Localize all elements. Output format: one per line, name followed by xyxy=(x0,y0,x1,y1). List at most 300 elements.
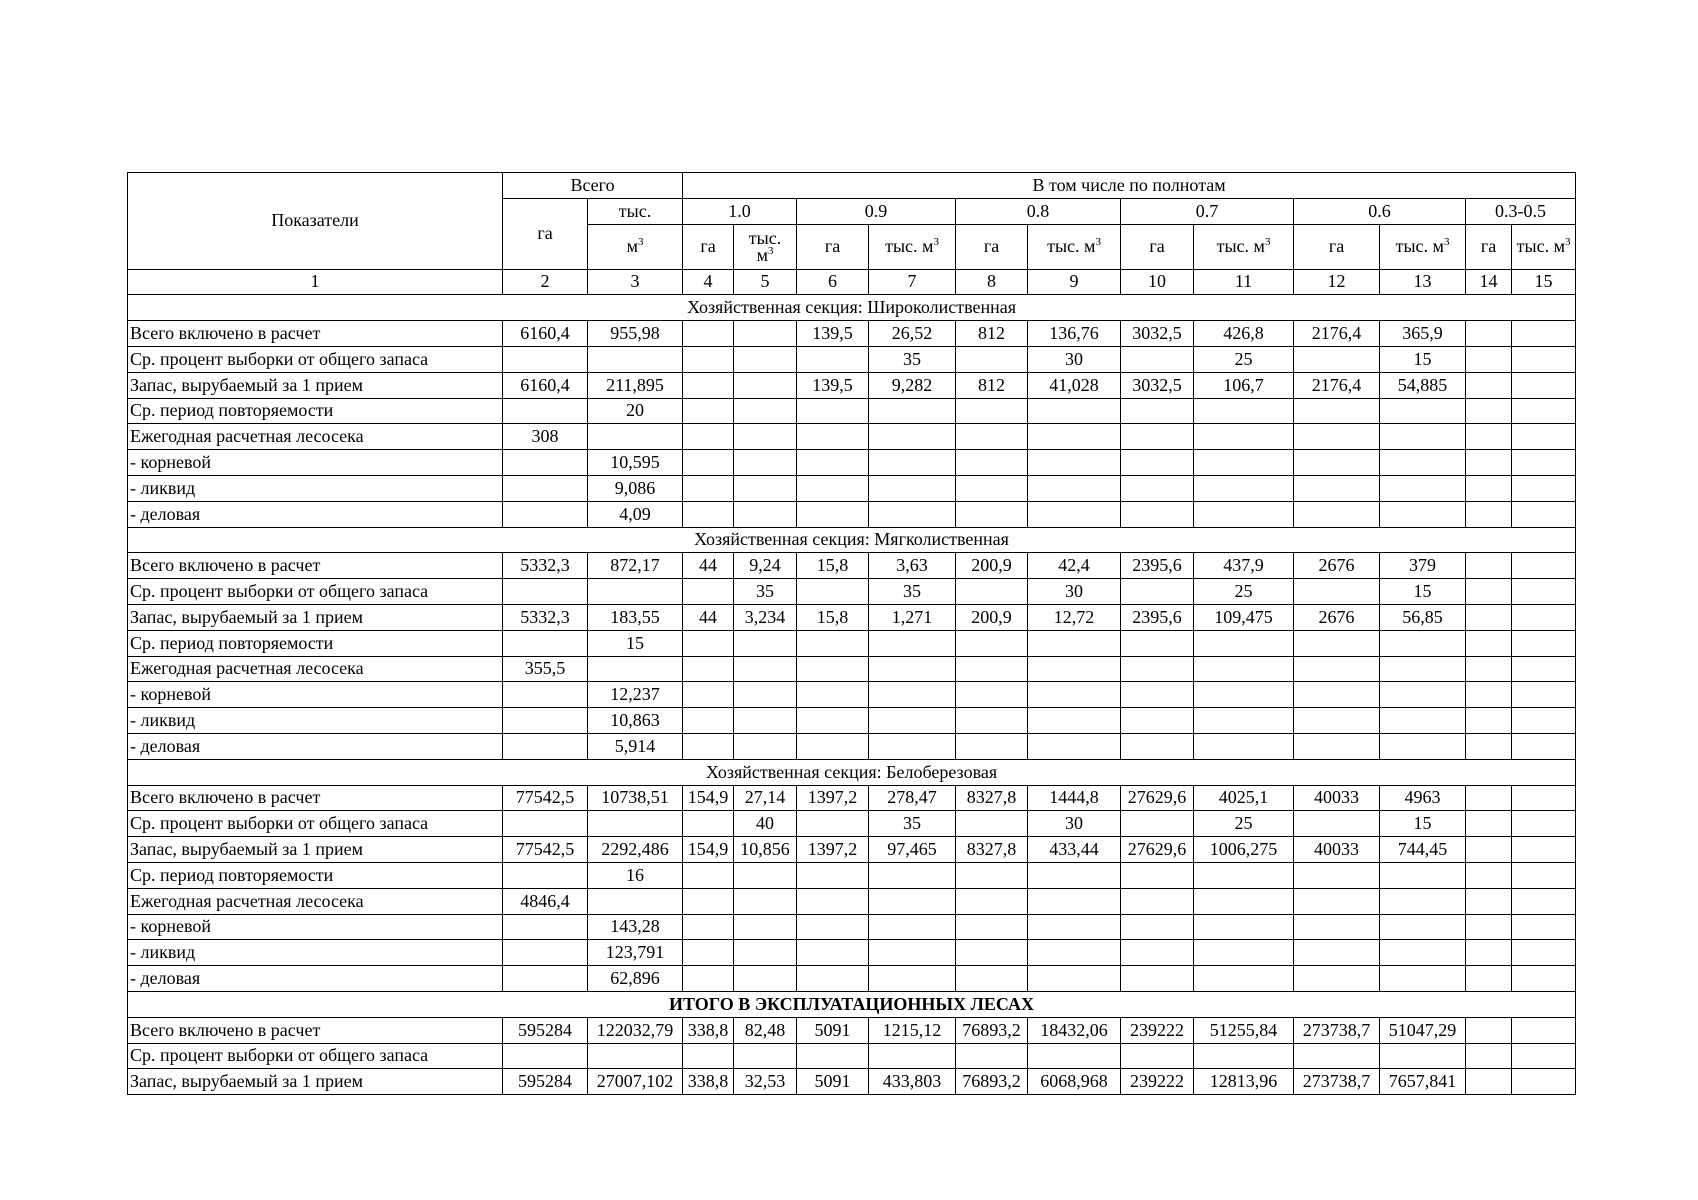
table-cell: 5332,3 xyxy=(503,604,588,630)
table-cell: 10,595 xyxy=(588,450,683,476)
table-cell xyxy=(1512,733,1576,759)
table-row xyxy=(128,346,1576,372)
table-cell xyxy=(956,862,1028,888)
table-cell xyxy=(734,424,797,450)
table-cell xyxy=(1512,708,1576,734)
table-cell xyxy=(683,811,734,837)
table-cell xyxy=(956,682,1028,708)
table-cell: 27629,6 xyxy=(1121,837,1194,863)
table-cell: 6160,4 xyxy=(503,321,588,347)
table-cell: 4846,4 xyxy=(503,888,588,914)
table-cell xyxy=(1121,914,1194,940)
table-cell xyxy=(1294,940,1380,966)
table-cell xyxy=(1294,733,1380,759)
row-label: Ср. период повторяемости xyxy=(128,398,503,424)
col-number: 13 xyxy=(1380,269,1466,295)
table-cell: 200,9 xyxy=(956,604,1028,630)
col-number: 5 xyxy=(734,269,797,295)
table-cell xyxy=(503,862,588,888)
row-label: - корневой xyxy=(128,682,503,708)
row-label: - ликвид xyxy=(128,708,503,734)
table-cell xyxy=(1194,475,1294,501)
table-cell: 41,028 xyxy=(1028,372,1121,398)
table-cell xyxy=(1028,682,1121,708)
table-cell xyxy=(734,475,797,501)
table-cell xyxy=(683,475,734,501)
table-cell xyxy=(503,501,588,527)
row-label: Всего включено в расчет xyxy=(128,553,503,579)
table-cell xyxy=(1294,682,1380,708)
table-cell: 7657,841 xyxy=(1380,1069,1466,1095)
table-cell xyxy=(1294,811,1380,837)
table-cell: 76893,2 xyxy=(956,1017,1028,1043)
table-cell: 595284 xyxy=(503,1017,588,1043)
col-number: 9 xyxy=(1028,269,1121,295)
table-cell xyxy=(588,811,683,837)
table-cell xyxy=(869,450,956,476)
table-cell: 8327,8 xyxy=(956,785,1028,811)
table-cell: 426,8 xyxy=(1194,321,1294,347)
table-cell xyxy=(734,708,797,734)
table-cell xyxy=(1294,398,1380,424)
table-cell xyxy=(683,501,734,527)
table-cell xyxy=(734,450,797,476)
table-cell xyxy=(1380,940,1466,966)
section-title: Хозяйственная секция: Широколиственная xyxy=(128,295,1576,321)
table-cell: 44 xyxy=(683,553,734,579)
table-cell xyxy=(1512,966,1576,992)
table-cell xyxy=(1466,1043,1512,1069)
table-cell xyxy=(797,630,869,656)
row-label: Ежегодная расчетная лесосека xyxy=(128,656,503,682)
header-density-5: 0.6 xyxy=(1294,198,1466,224)
table-cell: 27,14 xyxy=(734,785,797,811)
row-label: Ежегодная расчетная лесосека xyxy=(128,424,503,450)
table-cell xyxy=(797,346,869,372)
table-cell xyxy=(683,424,734,450)
table-cell: 76893,2 xyxy=(956,1069,1028,1095)
table-cell: 56,85 xyxy=(1380,604,1466,630)
row-label: Ср. процент выборки от общего запаса xyxy=(128,1043,503,1069)
table-row xyxy=(128,656,1576,682)
table-cell xyxy=(683,1043,734,1069)
table-cell: 239222 xyxy=(1121,1069,1194,1095)
table-cell xyxy=(956,475,1028,501)
row-label: Ср. период повторяемости xyxy=(128,862,503,888)
table-cell xyxy=(1512,475,1576,501)
table-cell xyxy=(1380,1043,1466,1069)
table-cell xyxy=(1466,708,1512,734)
table-cell: 123,791 xyxy=(588,940,683,966)
table-cell: 3032,5 xyxy=(1121,372,1194,398)
table-cell: 15 xyxy=(1380,346,1466,372)
table-cell xyxy=(869,501,956,527)
row-label: Всего включено в расчет xyxy=(128,1017,503,1043)
header-total-thous: тыс. xyxy=(588,198,683,224)
table-row xyxy=(128,837,1576,863)
table-cell xyxy=(1028,966,1121,992)
col-number: 14 xyxy=(1466,269,1512,295)
table-cell xyxy=(1121,940,1194,966)
table-cell xyxy=(1194,630,1294,656)
table-cell xyxy=(1121,733,1194,759)
table-cell xyxy=(683,450,734,476)
table-cell xyxy=(683,321,734,347)
table-cell xyxy=(1466,398,1512,424)
table-cell: 12813,96 xyxy=(1194,1069,1294,1095)
table-cell: 25 xyxy=(1194,346,1294,372)
table-row xyxy=(128,450,1576,476)
row-label: Ср. процент выборки от общего запаса xyxy=(128,811,503,837)
table-cell: 82,48 xyxy=(734,1017,797,1043)
table-cell xyxy=(1466,346,1512,372)
table-cell: 35 xyxy=(734,579,797,605)
table-row xyxy=(128,553,1576,579)
table-cell: 211,895 xyxy=(588,372,683,398)
section-title: Хозяйственная секция: Белоберезовая xyxy=(128,759,1576,785)
table-cell xyxy=(1512,656,1576,682)
table-row xyxy=(128,372,1576,398)
table-cell xyxy=(683,346,734,372)
table-cell xyxy=(956,450,1028,476)
table-cell xyxy=(1466,579,1512,605)
table-cell xyxy=(797,424,869,450)
table-cell xyxy=(683,372,734,398)
table-cell xyxy=(1028,501,1121,527)
table-cell xyxy=(1028,733,1121,759)
table-cell: 595284 xyxy=(503,1069,588,1095)
table-cell: 10,863 xyxy=(588,708,683,734)
table-row xyxy=(128,579,1576,605)
table-cell xyxy=(1466,372,1512,398)
table-cell: 27629,6 xyxy=(1121,785,1194,811)
table-cell xyxy=(683,966,734,992)
table-cell xyxy=(1466,888,1512,914)
row-label: - корневой xyxy=(128,450,503,476)
table-row xyxy=(128,888,1576,914)
table-cell xyxy=(797,940,869,966)
table-cell xyxy=(588,346,683,372)
total-title: ИТОГО В ЭКСПЛУАТАЦИОННЫХ ЛЕСАХ xyxy=(128,991,1576,1017)
table-cell xyxy=(1380,424,1466,450)
table-cell xyxy=(1194,708,1294,734)
row-label: - корневой xyxy=(128,914,503,940)
table-cell xyxy=(683,656,734,682)
table-cell: 51047,29 xyxy=(1380,1017,1466,1043)
table-cell xyxy=(956,501,1028,527)
table-cell xyxy=(1466,862,1512,888)
table-cell xyxy=(734,398,797,424)
header-params: Показатели xyxy=(128,173,503,270)
table-cell: 16 xyxy=(588,862,683,888)
table-cell xyxy=(1028,1043,1121,1069)
table-cell: 812 xyxy=(956,372,1028,398)
table-cell: 18432,06 xyxy=(1028,1017,1121,1043)
table-cell xyxy=(797,708,869,734)
table-cell xyxy=(1380,708,1466,734)
table-row xyxy=(128,501,1576,527)
table-cell xyxy=(869,1043,956,1069)
table-cell xyxy=(1466,321,1512,347)
table-cell xyxy=(588,424,683,450)
table-cell xyxy=(1466,966,1512,992)
table-cell: 5091 xyxy=(797,1017,869,1043)
table-cell xyxy=(1194,940,1294,966)
table-cell xyxy=(503,914,588,940)
table-cell xyxy=(1028,656,1121,682)
table-cell xyxy=(869,475,956,501)
table-cell: 5332,3 xyxy=(503,553,588,579)
table-cell xyxy=(683,914,734,940)
table-cell: 154,9 xyxy=(683,785,734,811)
table-cell xyxy=(588,1043,683,1069)
row-label: Ср. процент выборки от общего запаса xyxy=(128,346,503,372)
table-cell xyxy=(734,656,797,682)
table-cell xyxy=(797,1043,869,1069)
table-cell xyxy=(734,501,797,527)
header-density-4: 0.7 xyxy=(1121,198,1294,224)
row-label: Всего включено в расчет xyxy=(128,321,503,347)
row-label: Запас, вырубаемый за 1 прием xyxy=(128,1069,503,1095)
table-cell xyxy=(1466,811,1512,837)
table-cell xyxy=(1121,1043,1194,1069)
table-row xyxy=(128,940,1576,966)
table-cell: 106,7 xyxy=(1194,372,1294,398)
table-cell xyxy=(1194,914,1294,940)
table-row xyxy=(128,424,1576,450)
table-cell: 20 xyxy=(588,398,683,424)
table-cell xyxy=(734,862,797,888)
table-cell xyxy=(1512,888,1576,914)
table-cell: 9,24 xyxy=(734,553,797,579)
table-cell xyxy=(1512,682,1576,708)
table-row xyxy=(128,1069,1576,1095)
table-cell xyxy=(869,656,956,682)
table-cell xyxy=(1194,862,1294,888)
table-cell: 3,234 xyxy=(734,604,797,630)
header-d4-m3: тыс. $м^3$ xyxy=(1194,224,1294,269)
table-cell: 4,09 xyxy=(588,501,683,527)
table-row xyxy=(128,604,1576,630)
table-cell: 122032,79 xyxy=(588,1017,683,1043)
table-cell xyxy=(869,424,956,450)
table-cell xyxy=(1028,398,1121,424)
table-cell: 109,475 xyxy=(1194,604,1294,630)
table-cell xyxy=(1194,398,1294,424)
table-cell xyxy=(1512,372,1576,398)
table-cell xyxy=(503,966,588,992)
table-cell xyxy=(1512,837,1576,863)
table-cell: 10738,51 xyxy=(588,785,683,811)
table-cell xyxy=(1512,1017,1576,1043)
header-density-2: 0.9 xyxy=(797,198,956,224)
table-cell: 308 xyxy=(503,424,588,450)
table-cell xyxy=(797,501,869,527)
table-cell xyxy=(1294,501,1380,527)
table-cell xyxy=(588,888,683,914)
row-label: Запас, вырубаемый за 1 прием xyxy=(128,604,503,630)
table-cell: 239222 xyxy=(1121,1017,1194,1043)
table-cell xyxy=(797,475,869,501)
table-cell: 2292,486 xyxy=(588,837,683,863)
section-row xyxy=(128,759,1576,785)
table-cell xyxy=(797,862,869,888)
section-row xyxy=(128,527,1576,553)
table-cell xyxy=(1512,346,1576,372)
header-d6-m3: тыс. $м^3$ xyxy=(1512,224,1576,269)
table-cell xyxy=(683,398,734,424)
header-total-ha: га xyxy=(503,198,588,269)
table-cell xyxy=(588,656,683,682)
table-cell: 77542,5 xyxy=(503,785,588,811)
table-cell xyxy=(1512,1069,1576,1095)
table-cell xyxy=(1380,475,1466,501)
table-cell: 25 xyxy=(1194,579,1294,605)
table-cell xyxy=(1294,346,1380,372)
table-cell xyxy=(1194,966,1294,992)
table-cell xyxy=(1294,424,1380,450)
col-number: 10 xyxy=(1121,269,1194,295)
col-number: 1 xyxy=(128,269,503,295)
row-label: Ср. период повторяемости xyxy=(128,630,503,656)
table-cell xyxy=(797,811,869,837)
table-cell xyxy=(1194,450,1294,476)
table-cell xyxy=(734,940,797,966)
table-cell xyxy=(1121,888,1194,914)
column-numbers-row xyxy=(128,269,1576,295)
table-row xyxy=(128,1043,1576,1069)
table-cell xyxy=(1294,630,1380,656)
row-label: Запас, вырубаемый за 1 прием xyxy=(128,372,503,398)
col-number: 15 xyxy=(1512,269,1576,295)
col-number: 11 xyxy=(1194,269,1294,295)
row-label: Запас, вырубаемый за 1 прием xyxy=(128,837,503,863)
table-cell xyxy=(797,450,869,476)
row-label: - деловая xyxy=(128,966,503,992)
header-by-density: В том числе по полнотам xyxy=(683,173,1576,199)
table-cell xyxy=(1028,940,1121,966)
row-label: Всего включено в расчет xyxy=(128,785,503,811)
table-cell xyxy=(1294,1043,1380,1069)
table-cell: 15 xyxy=(1380,811,1466,837)
table-cell xyxy=(956,398,1028,424)
table-cell xyxy=(1512,862,1576,888)
table-cell xyxy=(1466,914,1512,940)
table-cell: 2176,4 xyxy=(1294,321,1380,347)
table-cell xyxy=(956,966,1028,992)
table-cell xyxy=(503,682,588,708)
header-d5-m3: тыс. $м^3$ xyxy=(1380,224,1466,269)
table-cell: 2395,6 xyxy=(1121,553,1194,579)
table-cell xyxy=(1294,888,1380,914)
table-row xyxy=(128,398,1576,424)
table-cell xyxy=(1121,811,1194,837)
table-cell xyxy=(683,733,734,759)
table-cell: 27007,102 xyxy=(588,1069,683,1095)
table-row xyxy=(128,862,1576,888)
table-cell xyxy=(1466,785,1512,811)
header-row-1 xyxy=(128,173,1576,199)
table-cell: 12,72 xyxy=(1028,604,1121,630)
table-cell: 2395,6 xyxy=(1121,604,1194,630)
table-cell xyxy=(1512,1043,1576,1069)
table-cell xyxy=(1466,450,1512,476)
table-cell: 379 xyxy=(1380,553,1466,579)
table-cell xyxy=(1466,630,1512,656)
table-cell: 1397,2 xyxy=(797,837,869,863)
table-cell xyxy=(797,888,869,914)
table-cell: 1006,275 xyxy=(1194,837,1294,863)
table-cell xyxy=(1121,862,1194,888)
table-cell xyxy=(1380,914,1466,940)
table-cell: 183,55 xyxy=(588,604,683,630)
table-cell xyxy=(683,940,734,966)
table-cell xyxy=(956,656,1028,682)
table-cell xyxy=(1294,450,1380,476)
table-cell xyxy=(1121,475,1194,501)
table-cell xyxy=(1194,682,1294,708)
table-cell xyxy=(1466,604,1512,630)
table-cell: 32,53 xyxy=(734,1069,797,1095)
total-row xyxy=(128,991,1576,1017)
table-cell xyxy=(683,579,734,605)
table-cell xyxy=(956,733,1028,759)
table-cell xyxy=(1294,656,1380,682)
col-number: 8 xyxy=(956,269,1028,295)
row-label: Ср. процент выборки от общего запаса xyxy=(128,579,503,605)
table-row xyxy=(128,785,1576,811)
col-number: 7 xyxy=(869,269,956,295)
col-number: 4 xyxy=(683,269,734,295)
table-cell: 30 xyxy=(1028,579,1121,605)
table-cell: 355,5 xyxy=(503,656,588,682)
table-cell xyxy=(1380,733,1466,759)
table-cell: 35 xyxy=(869,346,956,372)
row-label: - ликвид xyxy=(128,475,503,501)
table-cell xyxy=(503,1043,588,1069)
table-cell xyxy=(1512,604,1576,630)
table-cell: 5,914 xyxy=(588,733,683,759)
table-cell xyxy=(734,346,797,372)
table-cell xyxy=(797,579,869,605)
row-label: - деловая xyxy=(128,501,503,527)
table-cell xyxy=(1512,398,1576,424)
table-cell: 62,896 xyxy=(588,966,683,992)
table-cell xyxy=(1512,914,1576,940)
table-cell xyxy=(1294,708,1380,734)
table-cell xyxy=(1294,579,1380,605)
table-cell xyxy=(1380,966,1466,992)
table-cell xyxy=(503,733,588,759)
table-cell: 273738,7 xyxy=(1294,1017,1380,1043)
table-row xyxy=(128,966,1576,992)
table-cell xyxy=(956,630,1028,656)
table-cell: 433,803 xyxy=(869,1069,956,1095)
table-cell: 6160,4 xyxy=(503,372,588,398)
table-cell xyxy=(1194,888,1294,914)
table-cell xyxy=(1194,733,1294,759)
table-cell xyxy=(797,656,869,682)
header-total-m3: $м^3$ xyxy=(588,224,683,269)
header-d3-ha: га xyxy=(956,224,1028,269)
table-cell xyxy=(1380,501,1466,527)
table-cell: 1397,2 xyxy=(797,785,869,811)
col-number: 12 xyxy=(1294,269,1380,295)
col-number: 6 xyxy=(797,269,869,295)
table-cell: 6068,968 xyxy=(1028,1069,1121,1095)
table-cell xyxy=(734,914,797,940)
table-cell xyxy=(1194,424,1294,450)
